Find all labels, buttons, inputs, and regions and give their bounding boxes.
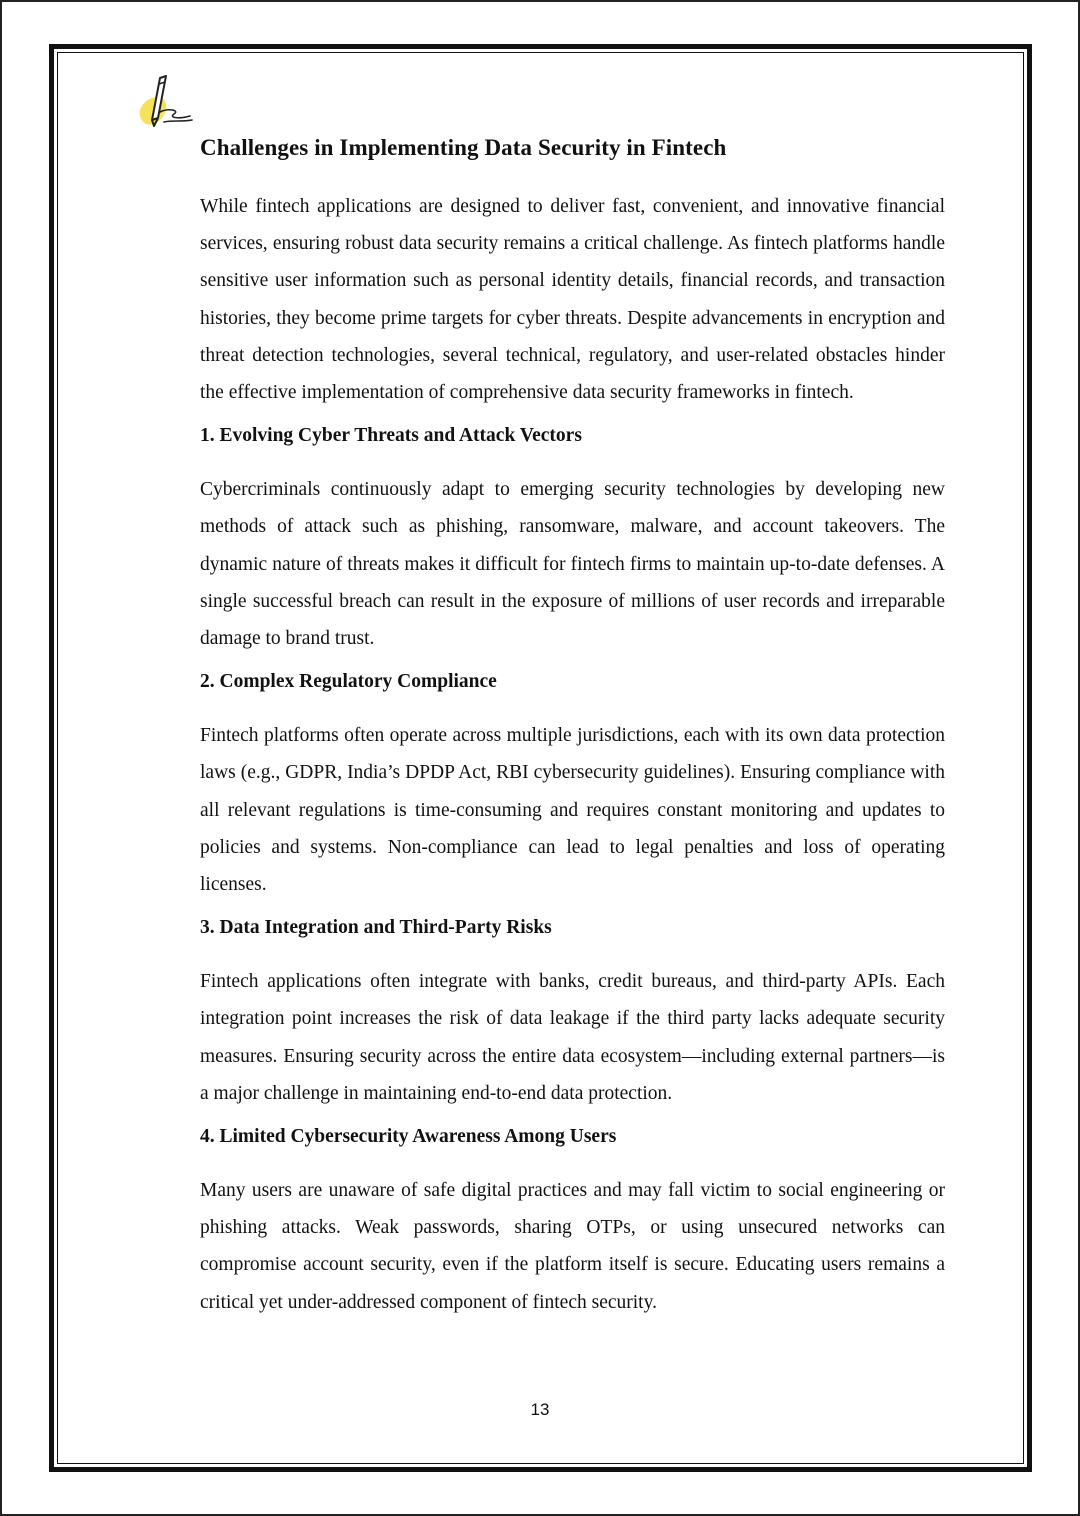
section-body-user-awareness: Many users are unaware of safe digital practices and may fall victim to social engineering or phishing attacks. Weak passwords, sharing OTPs, or using unsecured networks can compromise account security, even if the platform itself is secure. Educating users remains a critical yet under-addressed component of fintech security. [200,1180,945,1313]
intro-paragraph: While fintech applications are designed to deliver fast, convenient, and innovative financial services, ensuring robust data security remains a critical challenge. As fintech platforms handle sensitive user information such as personal identity details, financial records, and transaction histories, they become prime targets for cyber threats. Despite advancements in encryption and threat detection technologies, several technical, regulatory, and user-related obstacles hinder the effective implementation of comprehensive data security frameworks in fintech. [200,196,945,404]
pen-writing-icon [134,72,202,132]
document-title: Challenges in Implementing Data Security in Fintech [200,135,727,160]
section-body-cyber-threats: Cybercriminals continuously adapt to emerging security technologies by developing new methods of attack such as phishing, ransomware, malware, and account takeovers. The dynamic nature of threats makes it difficult for fintech firms to maintain up-to-date defenses. A single successful breach can result in the exposure of millions of user records and irreparable damage to brand trust. [200,479,945,650]
page-number: 13 [530,1400,550,1419]
section-heading-cyber-threats: 1. Evolving Cyber Threats and Attack Vectors [200,425,582,447]
section-body-third-party-risks: Fintech applications often integrate with banks, credit bureaus, and third-party APIs. Each integration point increases the risk of data leakage if the third party lacks adequate security measures. Ensuring security across the entire data ecosystem—including external partners—is a major challenge in maintaining end-to-end data protection. [200,971,945,1104]
section-heading-regulatory-compliance: 2. Complex Regulatory Compliance [200,671,497,693]
section-heading-third-party-risks: 3. Data Integration and Third-Party Risks [200,917,552,939]
document-content [200,130,945,1331]
section-heading-user-awareness: 4. Limited Cybersecurity Awareness Among Users [200,1126,617,1148]
section-body-regulatory-compliance: Fintech platforms often operate across multiple jurisdictions, each with its own data protection laws (e.g., GDPR, India’s DPDP Act, RBI cybersecurity guidelines). Ensuring compliance with all relevant regulations is time-consuming and requires constant monitoring and updates to policies and systems. Non-compliance can lead to legal penalties and loss of operating licenses. [200,725,945,896]
